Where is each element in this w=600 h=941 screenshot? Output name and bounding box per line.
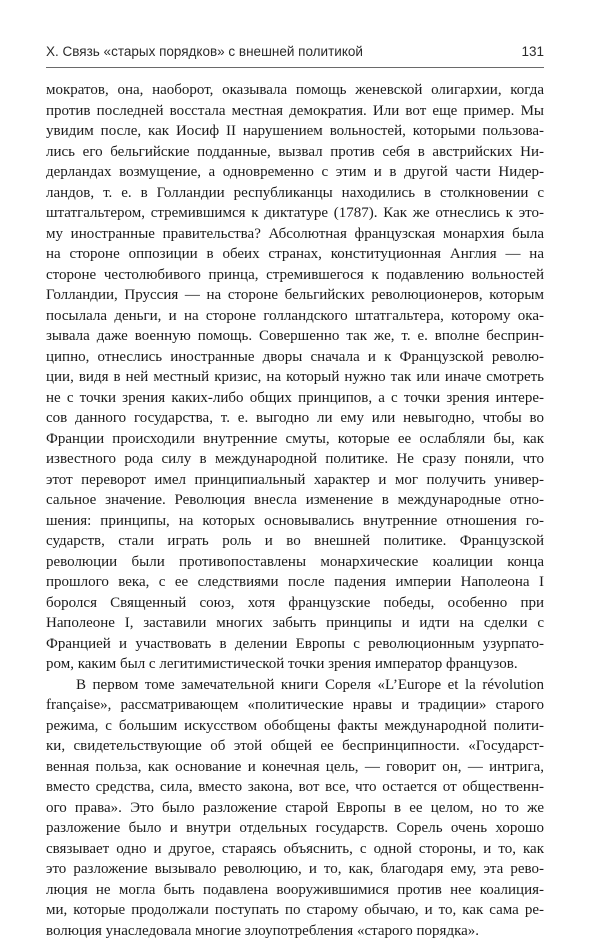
text-line: боролся Священный союз, хотя французские победы, особенно при [46,593,544,614]
text-line: этот переворот имел принципиальный характер и мог получить универ- [46,470,544,491]
text-line: дерландах возмущение, а одновременно с этим и в другой части Нидер- [46,162,544,183]
text-line: штатгальтером, стремившимся к диктатуре (1787). Как же отнеслись к это- [46,203,544,224]
text-line: ции, видя в ней местный кризис, на который нужно так или иначе смотреть [46,367,544,388]
text-line: против последней восстала местная демократия. Или вот еще пример. Мы [46,101,544,122]
text-line: му иностранные правительства? Абсолютная французская монархия была [46,224,544,245]
text-line: сударств, стали играть роль и во внешней политике. Французской [46,531,544,552]
text-line: режима, с большим искусством обобщены факты международной полити- [46,716,544,737]
text-line: ого права». Это было разложение старой Европы в ее целом, но то же [46,798,544,819]
text-line: зывала даже военную помощь. Совершенно так же, т. е. вполне бесприн- [46,326,544,347]
text-line: лись его бельгийские подданные, вызвал против себя в австрийских Ни- [46,142,544,163]
text-line: Францией и участвовать в делении Европы с революционным узурпато- [46,634,544,655]
paragraph-last-line: ром, каким был с легитимистической точки зрения император французов. [46,654,544,675]
body-text [46,80,544,941]
text-line: люция не могла быть подавлена вооружившимися против нее коалиция- [46,880,544,901]
text-line: не с точки зрения каких-либо общих принципов, а с точки зрения интере- [46,388,544,409]
text-line: мократов, она, наоборот, оказывала помощь женевской олигархии, когда [46,80,544,101]
text-line: ми, которые продолжали поступать по старому обычаю, и то, как сама ре- [46,900,544,921]
chapter-title: Х. Связь «старых порядков» с внешней политикой [46,44,363,59]
text-line: известного рода силу в международной политике. Не сразу поняли, что [46,449,544,470]
header-rule [46,67,544,68]
text-line: посылала деньги, и на стороне голландского штатгальтера, которому ока- [46,306,544,327]
text-line: française», рассматривающем «политические нравы и традиции» старого [46,695,544,716]
text-line: прошлого века, с ее следствиями после падения империи Наполеона I [46,572,544,593]
text-line: венная польза, как основание и конечная цель, — говорит он, — интрига, [46,757,544,778]
text-line: Голландии, Пруссия — на стороне бельгийских революционеров, которым [46,285,544,306]
paragraph-first-line: В первом томе замечательной книги Сореля «L’Europe et la révolution [46,675,544,696]
text-line: сов данного государства, т. е. выгодно ли ему или невыгодно, чтобы во [46,408,544,429]
text-line: Франции происходили внутренние смуты, которые ее ослабляли бы, как [46,429,544,450]
text-line: стороне честолюбивого принца, стремившегося к подавлению вольностей [46,265,544,286]
text-line: на стороне оппозиции в обеих странах, конституционная Англия — на [46,244,544,265]
text-line: революции были противопоставлены монархические коалиции конца [46,552,544,573]
text-line: Наполеоне I, заставили многих забыть принципы и идти на сделки с [46,613,544,634]
text-line: ландов, т. е. в Голландии республиканцы находились в столкновении с [46,183,544,204]
text-line: увидим после, как Иосиф II нарушением вольностей, которыми пользова- [46,121,544,142]
text-line: вместо средства, сила, вместо закона, вот все, что остается от общественн- [46,777,544,798]
text-line: это разложение вызывало революцию, и то, как, благодаря ему, эта рево- [46,859,544,880]
text-line: сальное значение. Революция внесла изменение в международные отно- [46,490,544,511]
text-line: ципно, отнеслись иностранные дворы сначала и к Французской револю- [46,347,544,368]
page-number: 131 [521,44,544,59]
text-line: шения: принципы, на которых основывались внутренние отношения го- [46,511,544,532]
paragraph-last-line: волюция унаследовала многие злоупотребления «старого порядка». [46,921,544,941]
text-line: связывает одно и другое, стараясь объяснить, с одной стороны, и то, как [46,839,544,860]
running-header [46,44,544,64]
text-line: разложение было и внутри отдельных государств. Сорель очень хорошо [46,818,544,839]
text-line: ки, свидетельствующие об этой общей ее беспринципности. «Государст- [46,736,544,757]
